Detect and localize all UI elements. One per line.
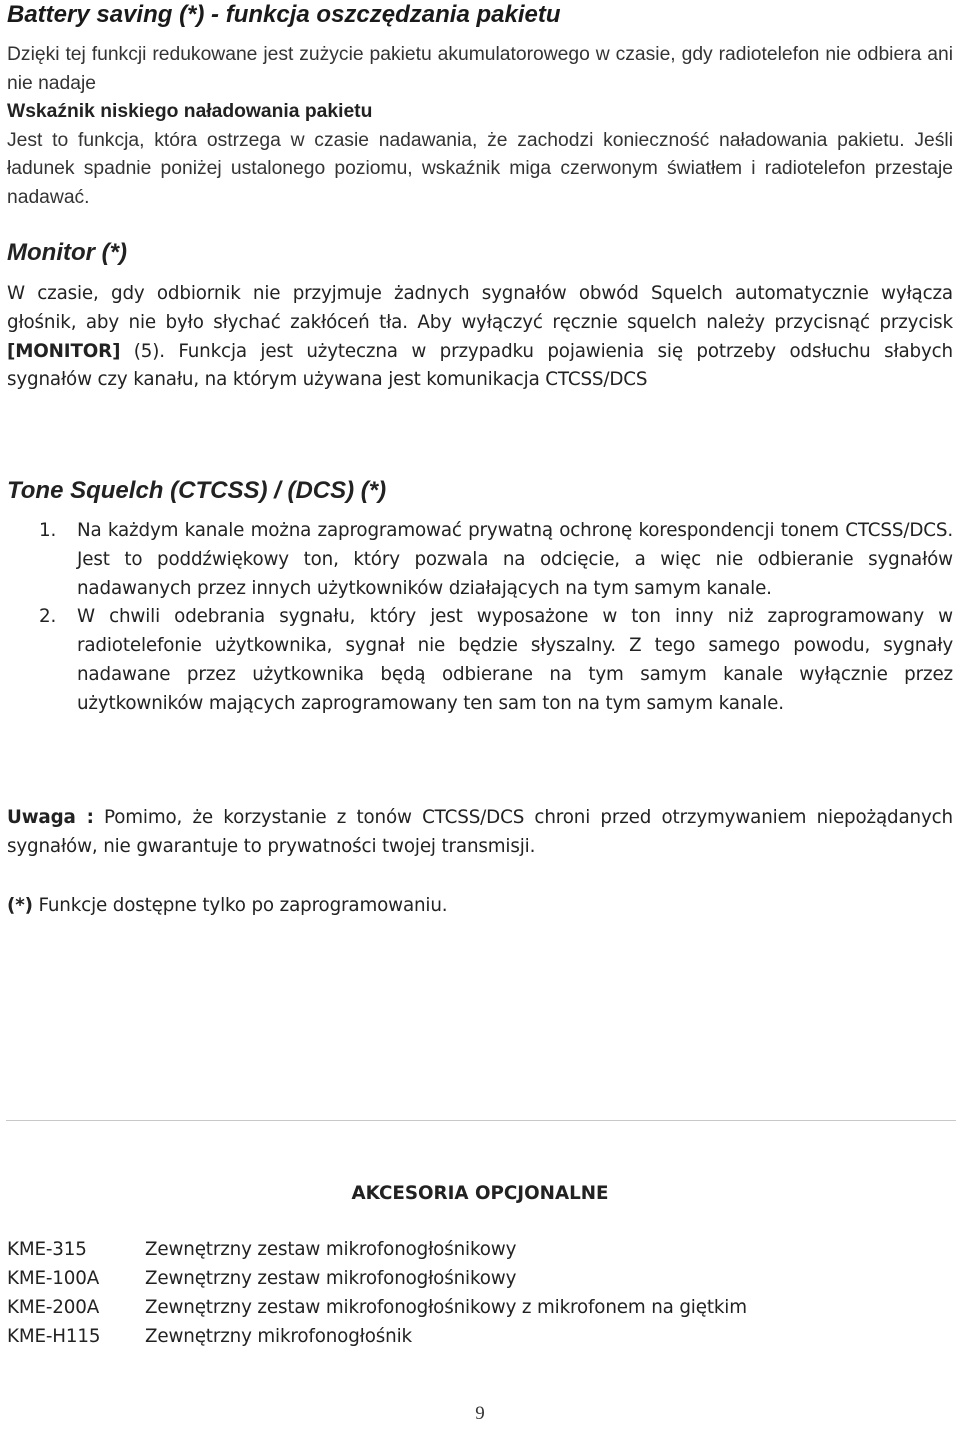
list-item-number: 2. [39, 606, 57, 628]
tone-squelch-list [7, 517, 953, 719]
accessories-heading: AKCESORIA OPCJONALNE [351, 1183, 609, 1204]
note-text: Pomimo, że korzystanie z tonów CTCSS/DCS chroni przed otrzymywaniem niepożądanych sygnałów, nie gwarantuje to prywatności twojej transmisji. [7, 807, 953, 857]
note-paragraph [7, 803, 953, 861]
monitor-text-before: W czasie, gdy odbiornik nie przyjmuje żadnych sygnałów obwód Squelch automatycznie wyłącza głośnik, aby nie było słychać zakłóceń tła. Aby wyłączyć ręcznie squelch należy przycisnąć przycisk [7, 283, 953, 333]
accessory-code: KME-315 [7, 1239, 87, 1260]
list-item [7, 517, 953, 603]
accessory-description: Zewnętrzny mikrofonogłośnik [145, 1326, 412, 1347]
monitor-text-after: (5). Funkcja jest użyteczna w przypadku pojawienia się potrzeby odsłuchu słabych sygnałów czy kanału, na którym używana jest komunikacja CTCSS/DCS [7, 340, 953, 391]
accessory-description: Zewnętrzny zestaw mikrofonogłośnikowy [145, 1268, 517, 1289]
tone-squelch-heading: Tone Squelch (CTCSS) / (DCS) (*) [7, 477, 387, 504]
list-item-text: Na każdym kanale można zaprogramować prywatną ochronę korespondencji tonem CTCSS/DCS. Jest to poddźwiękowy ton, który pozwala na odcięcie, a więc nie odbieranie sygnałów nadawanych przez innych użytkowników działających na tym samym kanale. [77, 520, 953, 599]
table-row [7, 1235, 747, 1264]
low-battery-text: Jest to funkcja, która ostrzega w czasie nadawania, że zachodzi konieczność naładowania pakietu. Jeśli ładunek spadnie poniżej ustalonego poziomu, wskaźnik miga czerwonym światłem i radiotelefon przestaje nadawać. [7, 129, 953, 208]
table-row [7, 1293, 747, 1322]
monitor-button-label: [MONITOR] [7, 340, 121, 362]
footnote-label: (*) [7, 895, 33, 916]
monitor-paragraph [7, 280, 953, 395]
footnote [7, 891, 953, 920]
accessory-code: KME-H115 [7, 1326, 101, 1347]
accessory-description: Zewnętrzny zestaw mikrofonogłośnikowy [145, 1239, 517, 1260]
list-item-text: W chwili odebrania sygnału, który jest wyposażone w ton inny niż zaprogramowany w radiotelefonie użytkownika, sygnał nie będzie słyszalny. Z tego samego powodu, sygnały nadawane przez użytkownika będą odbierane na tym samym kanale wyłącznie przez użytkowników mających zaprogramowany ten sam ton na tym samym kanale. [77, 606, 953, 714]
table-row [7, 1322, 747, 1351]
accessory-code: KME-100A [7, 1268, 100, 1289]
page-number: 9 [475, 1403, 485, 1424]
table-row [7, 1264, 747, 1293]
list-item-number: 1. [39, 520, 57, 541]
accessory-description: Zewnętrzny zestaw mikrofonogłośnikowy z mikrofonem na giętkim [145, 1297, 747, 1318]
footnote-text: Funkcje dostępne tylko po zaprogramowaniu. [32, 895, 448, 916]
battery-saving-text: Dzięki tej funkcji redukowane jest zużycie pakietu akumulatorowego w czasie, gdy radiotelefon nie odbiera ani nie nadaje [7, 44, 953, 94]
list-item [7, 603, 953, 718]
accessory-code: KME-200A [7, 1297, 100, 1318]
monitor-heading: Monitor (*) [7, 239, 127, 266]
battery-section [7, 41, 953, 212]
section-divider [6, 1120, 956, 1121]
accessories-table [7, 1235, 747, 1351]
low-battery-heading: Wskaźnik niskiego naładowania pakietu [7, 101, 373, 122]
battery-saving-heading: Battery saving (*) - funkcja oszczędzania pakietu [7, 1, 561, 28]
note-label: Uwaga : [7, 807, 94, 828]
